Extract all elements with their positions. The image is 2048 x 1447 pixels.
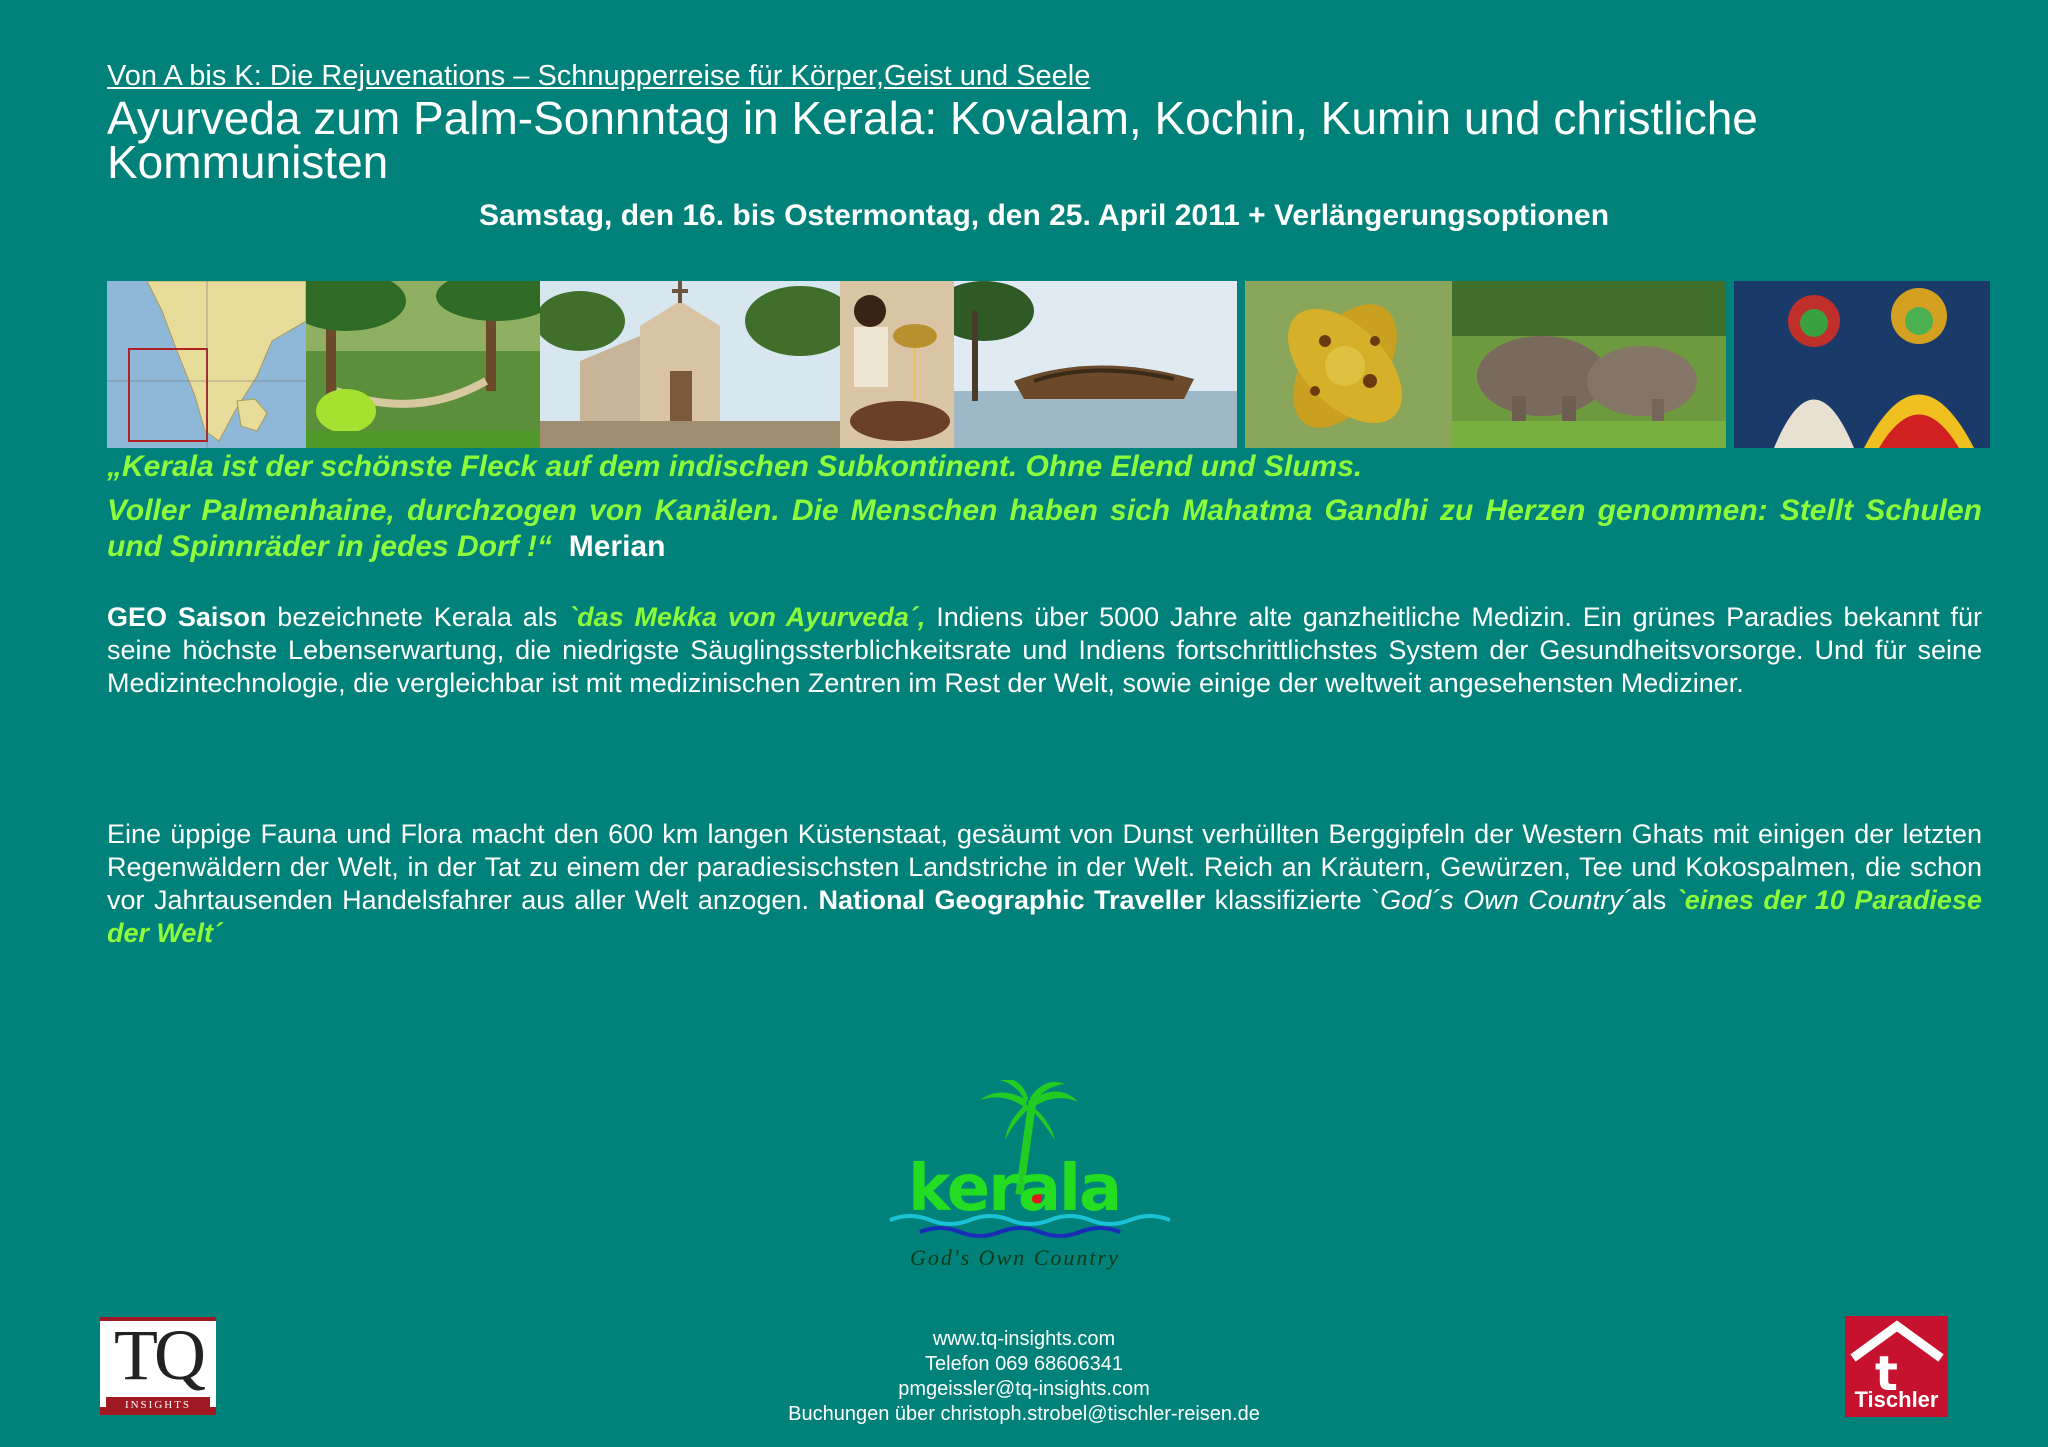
kerala-logo — [880, 1080, 1170, 1280]
paragraph-fauna-flora — [107, 818, 1982, 950]
kerala-logo-tagline: God's Own Country — [910, 1245, 1120, 1270]
para2-highlight: `eines der 10 Paradiese der Welt´ — [107, 885, 1982, 948]
contact-website: www.tq-insights.com — [932, 1328, 1116, 1350]
tischler-logo — [1845, 1316, 1948, 1417]
natgeo-label: National Geographic Traveller — [818, 885, 1206, 915]
contact-booking: Buchungen über christoph.strobel@tischler-reisen.de — [788, 1403, 1260, 1425]
kathakali-photo — [1734, 281, 1990, 448]
tq-logo-subtitle: INSIGHTS — [106, 1397, 210, 1413]
page-title: Ayurveda zum Palm-Sonnntag in Kerala: Kovalam, Kochin, Kumin und christliche Kommunisten — [107, 92, 1758, 188]
trip-eyebrow: Von A bis K: Die Rejuvenations – Schnupperreise für Körper,Geist und Seele — [107, 60, 1091, 92]
trip-dates: Samstag, den 16. bis Ostermontag, den 25. April 2011 + Verlängerungsoptionen — [478, 199, 1610, 232]
para1-highlight: `das Mekka von Ayurveda´, — [568, 602, 926, 632]
photo-strip — [107, 281, 1990, 448]
quote-line-1: „Kerala ist der schönste Fleck auf dem indischen Subkontinent. Ohne Elend und Slums. — [107, 450, 1363, 483]
hammock-photo — [306, 281, 540, 448]
svg-text:t: t — [1875, 1346, 1898, 1392]
tq-logo-letters: TQ — [114, 1315, 202, 1395]
orchid-photo — [1245, 281, 1452, 448]
geo-saison-label: GEO Saison — [107, 602, 267, 632]
contact-phone: Telefon 069 68606341 — [925, 1353, 1123, 1375]
para2-text-1: Eine üppige Fauna und Flora macht den 600 km langen Küstenstaat, gesäumt von Dunst verhüllten Berggipfeln der Western Ghats mit einigen der letzten Regenwäldern der Welt, in der Tat zu einem der paradiesischsten Landstriche in der Welt. Reich an Kräutern, Gewürzen, Tee und Kokospalmen, die schon vor Jahrtausenden Handelsfahrer aus aller Welt anzogen. — [107, 819, 1982, 915]
para2-text-2: klassifizierte ` — [1205, 885, 1381, 915]
gods-own-country-text: God´s Own Country´ — [1380, 885, 1632, 915]
para1-text-2: Indiens über 5000 Jahre alte ganzheitliche Medizin. Ein grünes Paradies bekannt für seine höchste Lebenserwartung, die niedrigste Säuglingssterblichkeitsrate und Indiens fortschrittlichstes System der Gesundheitsvorsorge. Und für seine Medizintechnologie, die vergleichbar ist mit medizinischen Zentren im Rest der Welt, sowie einige der weltweit angesehensten Mediziner. — [107, 602, 1982, 698]
kerala-logo-word: kerala — [908, 1152, 1121, 1226]
para2-text-3: als — [1631, 885, 1676, 915]
ayurveda-photo — [840, 281, 954, 448]
para1-text-1: bezeichnete Kerala als — [266, 602, 569, 632]
map-photo — [107, 281, 306, 448]
quote-source: Merian — [568, 530, 666, 563]
elephants-photo — [1452, 281, 1726, 448]
houseboat-photo — [954, 281, 1237, 448]
quote-line-2: Voller Palmenhaine, durchzogen von Kanälen. Die Menschen haben sich Mahatma Gandhi zu Herzen genommen: Stellt Schulen und Spinnräder in jedes Dorf !“ — [107, 494, 1982, 563]
paragraph-geo-saison — [107, 601, 1982, 700]
church-photo — [540, 281, 840, 448]
contact-email: pmgeissler@tq-insights.com — [898, 1378, 1150, 1400]
quote-block — [107, 493, 1982, 565]
tischler-logo-word: Tischler — [1854, 1387, 1939, 1412]
contact-block — [0, 1327, 2048, 1427]
